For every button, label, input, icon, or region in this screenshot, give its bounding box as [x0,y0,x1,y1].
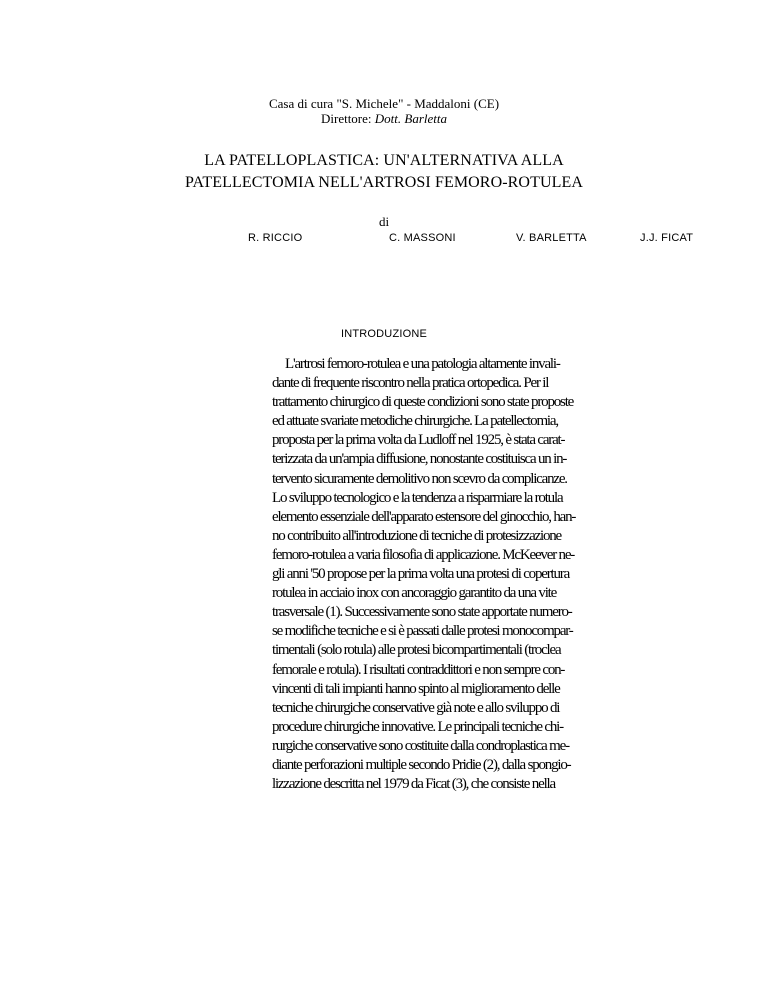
clinic-line: Casa di cura "S. Michele" - Maddaloni (CE) [268,96,500,111]
section-heading: INTRODUZIONE [340,328,428,340]
author-4: J.J. FICAT [640,232,694,244]
title-line-2: PATELLECTOMIA NELL'ARTROSI FEMORO-ROTULEA [184,174,584,191]
body-paragraph [272,355,576,794]
paragraph-line: se modifiche tecniche e si è passati dalle protesi monocompar- [272,623,573,640]
paragraph-line: procedure chirurgiche innovative. Le principali tecniche chi- [272,718,563,735]
paragraph-line: terizzata da un'ampia diffusione, nonostante costituisca un in- [272,451,567,468]
author-1: R. RICCIO [248,232,303,244]
author-2: C. MASSONI [389,232,456,244]
paragraph-line: femoro-rotulea a varia filosofia di applicazione. McKeever ne- [272,546,575,563]
paragraph-line: lizzazione descritta nel 1979 da Ficat (3), che consiste nella [272,776,555,793]
paragraph-line: L'artrosi femoro-rotulea e una patologia altamente invali- [285,356,560,372]
paragraph-line: tecniche chirurgiche conservative già note e allo sviluppo di [272,699,560,716]
paragraph-line: ed attuate svariate metodiche chirurgiche. La patellectomia, [272,413,558,430]
paragraph-line: trasversale (1). Successivamente sono state apportate numero- [272,604,572,621]
director-line [0,111,768,126]
paragraph-line: dante di frequente riscontro nella pratica ortopedica. Per il [272,375,549,392]
paragraph-line: diante perforazioni multiple secondo Pridie (2), dalla spongio- [272,756,571,773]
affiliation-header [0,96,768,126]
director-name: Dott. Barletta [374,111,447,126]
author-3: V. BARLETTA [516,232,587,244]
paragraph-line: tervento sicuramente demolitivo non scevro da complicanze. [272,470,567,487]
paragraph-line: trattamento chirurgico di queste condizioni sono state proposte [272,394,574,411]
paragraph-line: elemento essenziale dell'apparato estensore del ginocchio, han- [272,508,576,525]
paragraph-line: timentali (solo rotula) alle protesi bicompartimentali (troclea [272,642,561,659]
paragraph-line: rotulea in acciaio inox con ancoraggio garantito da una vite [272,585,557,602]
paragraph-line: no contribuito all'introduzione di tecniche di protesizzazione [272,527,562,544]
paragraph-line: Lo sviluppo tecnologico e la tendenza a risparmiare la rotula [272,489,563,506]
paragraph-line: vincenti di tali impianti hanno spinto al miglioramento delle [272,680,560,697]
paragraph-line: proposta per la prima volta da Ludloff nel 1925, è stata carat- [272,432,565,449]
director-prefix: Direttore: [320,111,372,126]
paragraph-line: femorale e rotula). I risultati contraddittori e non sempre con- [272,661,565,678]
title-line-1: LA PATELLOPLASTICA: UN'ALTERNATIVA ALLA [204,152,564,169]
paragraph-line: rurgiche conservative sono costituite dalla condroplastica me- [272,737,569,754]
byline-di: di [378,214,390,229]
paragraph-line: gli anni '50 propose per la prima volta una protesi di copertura [272,566,570,583]
paper-title [0,150,768,194]
